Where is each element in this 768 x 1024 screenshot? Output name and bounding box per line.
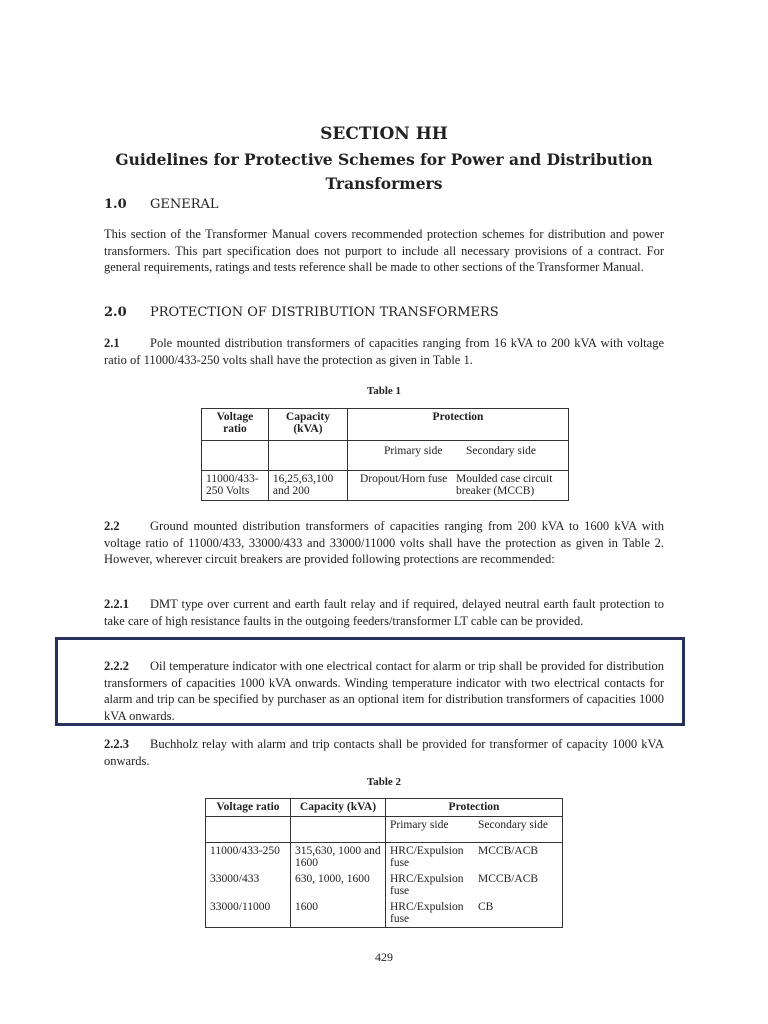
table-row: [206, 843, 563, 872]
table-cell-capacity: 315,630, 1000 and 1600: [291, 843, 386, 872]
paragraph-2-2-2: [104, 658, 664, 724]
table-cell-primary: HRC/Expulsion fuse: [386, 899, 475, 928]
table-header-capacity: Capacity (kVA): [268, 409, 347, 441]
table-cell-primary: Dropout/Horn fuse: [360, 473, 448, 485]
clause-number: 2.2.3: [104, 737, 129, 751]
table-cell-empty: [268, 441, 347, 471]
clause-number: 2.2.1: [104, 597, 129, 611]
heading-protection-distribution: [104, 305, 499, 320]
table-header-protection: Protection: [348, 409, 569, 441]
table-1-caption: Table 1: [366, 385, 402, 397]
table-cell-capacity: 16,25,63,100 and 200: [268, 471, 347, 501]
table-header-voltage: Voltage ratio: [206, 799, 291, 817]
table-2: [205, 798, 563, 928]
paragraph-2-2: [104, 518, 664, 568]
heading-general: [104, 197, 219, 212]
table-1: [201, 408, 569, 501]
table-header-capacity: Capacity (kVA): [291, 799, 386, 817]
clause-text: Pole mounted distribution transformers of capacities ranging from 16 kVA to 200 kVA with voltage ratio of 11000/433-250 volts shall have the protection as given in Table 1.: [104, 336, 664, 367]
heading-text: PROTECTION OF DISTRIBUTION TRANSFORMERS: [150, 305, 499, 320]
table-cell-secondary: Moulded case circuit breaker (MCCB): [456, 473, 553, 497]
table-cell-primary: HRC/Expulsion fuse: [386, 871, 475, 899]
paragraph-2-2-3: [104, 736, 664, 769]
table-cell-voltage: 33000/433: [206, 871, 291, 899]
heading-number: 2.0: [104, 305, 127, 320]
table-header-protection: Protection: [386, 799, 563, 817]
table-cell-voltage: 33000/11000: [206, 899, 291, 928]
document-title-line-2: Transformers: [325, 174, 443, 193]
table-cell-sides: [348, 441, 569, 471]
paragraph-general: This section of the Transformer Manual covers recommended protection schemes for distribution and power transformers. This part specification does not purport to include all necessary provisions of a contract. For general requirements, ratings and tests reference shall be made to other sections of the Transformer Manual.: [104, 227, 664, 275]
table-cell-secondary: CB: [474, 899, 563, 928]
section-title: SECTION HH: [320, 124, 448, 144]
page-number: 429: [375, 950, 393, 964]
table-cell-secondary: MCCB/ACB: [474, 871, 563, 899]
table-cell-primary: HRC/Expulsion fuse: [386, 843, 475, 872]
clause-text: DMT type over current and earth fault relay and if required, delayed neutral earth fault protection to take care of high resistance faults in the outgoing feeders/transformer LT cable can be provided.: [104, 597, 664, 628]
table-2-caption: Table 2: [366, 776, 402, 788]
table-cell-empty: [291, 817, 386, 843]
heading-number: 1.0: [104, 197, 127, 212]
heading-text: GENERAL: [150, 197, 219, 212]
table-row: [206, 871, 563, 899]
clause-number: 2.1: [104, 336, 120, 350]
table-header-secondary: Secondary side: [474, 817, 563, 843]
paragraph-2-2-1: [104, 596, 664, 629]
clause-text: Ground mounted distribution transformers of capacities ranging from 200 kVA to 1600 kVA with voltage ratio of 11000/433, 33000/433 and 33000/11000 volts shall have the protection as given in Table 2. However, wherever circuit breakers are provided following protections are recommended:: [104, 519, 664, 567]
table-cell-capacity: 1600: [291, 899, 386, 928]
clause-text: Oil temperature indicator with one electrical contact for alarm or trip shall be provided for distribution transformers of capacities 1000 kVA onwards. Winding temperature indicator with two electrical contacts for alarm and trip can be specified by purchaser as an optional item for distribution transformers of capacities 1000 kVA onwards.: [104, 659, 664, 723]
table-header-secondary: Secondary side: [466, 445, 536, 457]
table-header-primary: Primary side: [384, 445, 443, 457]
table-header-voltage: Voltage ratio: [202, 409, 269, 441]
document-title-line-1: Guidelines for Protective Schemes for Power and Distribution: [115, 150, 653, 169]
paragraph-2-1: [104, 335, 664, 368]
table-row: [206, 899, 563, 928]
table-header-primary: Primary side: [386, 817, 475, 843]
clause-number: 2.2.2: [104, 659, 129, 673]
table-cell-protection: [348, 471, 569, 501]
clause-number: 2.2: [104, 519, 120, 533]
table-cell-empty: [206, 817, 291, 843]
table-cell-voltage: 11000/433-250 Volts: [202, 471, 269, 501]
clause-text: Buchholz relay with alarm and trip contacts shall be provided for transformer of capacity 1000 kVA onwards.: [104, 737, 664, 768]
table-cell-secondary: MCCB/ACB: [474, 843, 563, 872]
table-cell-voltage: 11000/433-250: [206, 843, 291, 872]
table-cell-capacity: 630, 1000, 1600: [291, 871, 386, 899]
table-cell-empty: [202, 441, 269, 471]
